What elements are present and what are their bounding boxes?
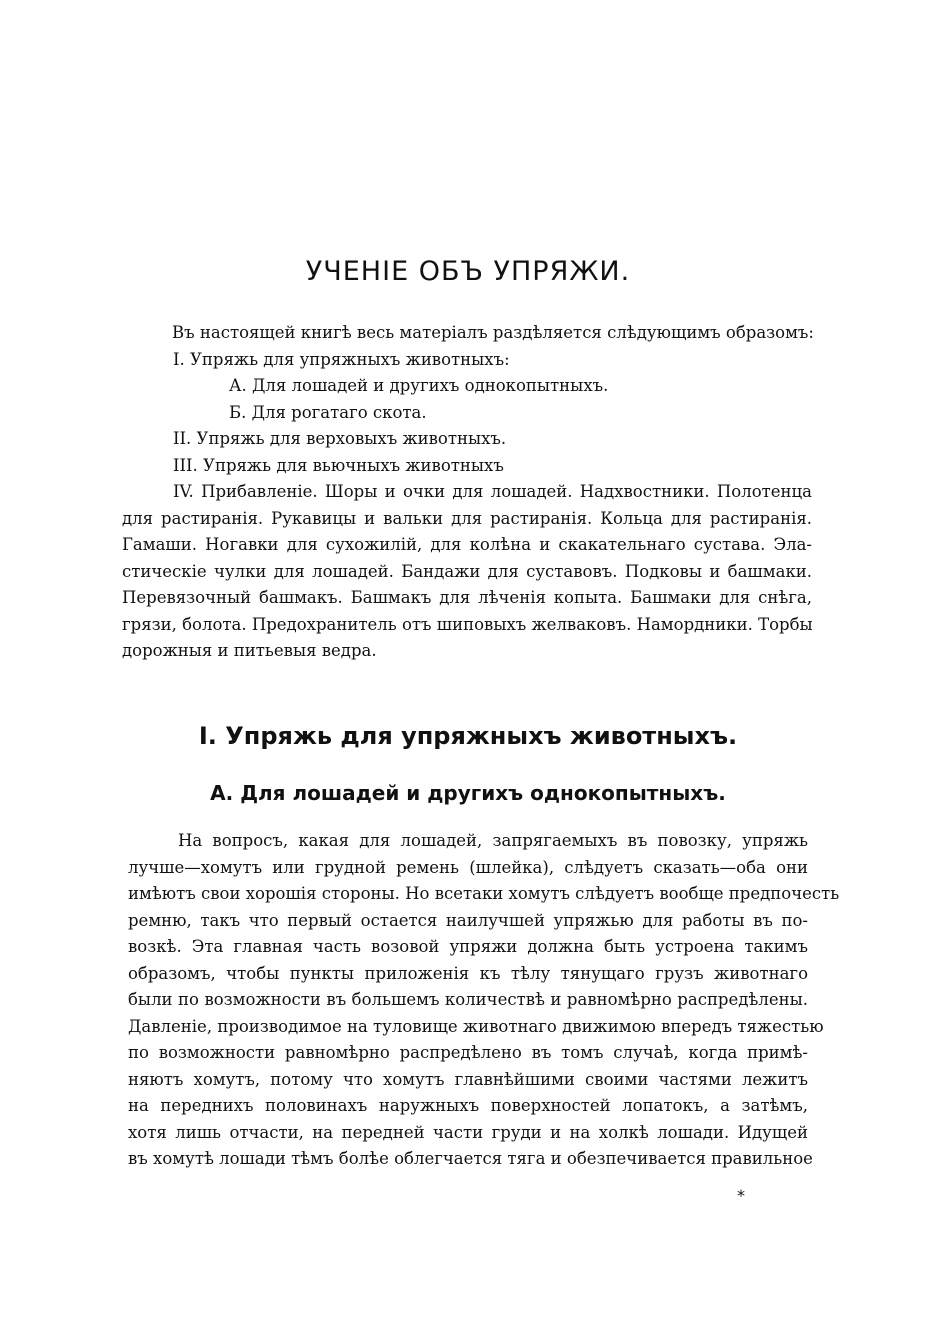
- signature-mark: *: [737, 1186, 745, 1205]
- toc-item-3: III. Упряжь для вьючныхъ животныхъ: [173, 455, 504, 475]
- body-line: на переднихъ половинахъ наружныхъ поверхностей лопатокъ, а затѣмъ,: [128, 1096, 808, 1115]
- body-line: были по возможности въ большемъ количествѣ и равномѣрно распредѣлены.: [128, 990, 808, 1009]
- toc-intro: Въ настоящей книгѣ весь матеріалъ раздѣляется слѣдующимъ образомъ:: [172, 323, 814, 342]
- toc-item-4-line: дорожныя и питьевыя ведра.: [122, 641, 377, 660]
- body-line: имѣютъ свои хорошія стороны. Но всетаки хомутъ слѣдуетъ вообще предпочесть: [128, 884, 840, 903]
- body-line: образомъ, чтобы пункты приложенія къ тѣлу тянущаго грузъ животнаго: [128, 963, 808, 983]
- toc-item-1b: Б. Для рогатаго скота.: [229, 402, 427, 422]
- body-line: возкѣ. Эта главная часть возовой упряжи должна быть устроена такимъ: [128, 937, 808, 956]
- toc-item-4-line: для растиранія. Рукавицы и вальки для растиранія. Кольца для растиранія.: [122, 508, 812, 528]
- toc-item-4-line: IV. Прибавленіе. Шоры и очки для лошадей. Надхвостники. Полотенца: [173, 482, 812, 501]
- body-line: Давленіе, производимое на туловище животнаго движимою впередъ тяжестью: [128, 1016, 824, 1036]
- body-line: по возможности равномѣрно распредѣлено въ томъ случаѣ, когда примѣ-: [128, 1043, 808, 1062]
- toc-item-1a: А. Для лошадей и другихъ однокопытныхъ.: [229, 376, 609, 395]
- toc-item-2: II. Упряжь для верховыхъ животныхъ.: [173, 429, 507, 448]
- table-of-contents: [122, 320, 812, 665]
- subsection-heading: А. Для лошадей и другихъ однокопытныхъ.: [210, 781, 726, 805]
- body-line: На вопросъ, какая для лошадей, запрягаемыхъ въ повозку, упряжь: [178, 831, 808, 850]
- body-paragraph: [128, 828, 840, 1173]
- toc-item-4-line: Перевязочный башмакъ. Башмакъ для лѣченія копыта. Башмаки для снѣга,: [122, 588, 812, 607]
- toc-item-4-line: грязи, болота. Предохранитель отъ шиповыхъ желваковъ. Намордники. Торбы: [122, 614, 813, 634]
- section-heading: I. Упряжь для упряжныхъ животныхъ.: [198, 722, 738, 750]
- toc-item-4-line: Гамаши. Ногавки для сухожилій, для колѣна и скакательнаго сустава. Эла-: [122, 535, 812, 554]
- body-line: хотя лишь отчасти, на передней части груди и на холкѣ лошади. Идущей: [128, 1122, 808, 1142]
- body-line: лучше—хомутъ или грудной ремень (шлейка), слѣдуетъ сказать—оба они: [128, 857, 808, 877]
- page-title: УЧЕНІЕ ОБЪ УПРЯЖИ.: [305, 256, 631, 287]
- toc-item-1: I. Упряжь для упряжныхъ животныхъ:: [173, 349, 510, 369]
- body-line: ремню, такъ что первый остается наилучшей упряжью для работы въ по-: [128, 910, 808, 930]
- toc-item-4-line: стическіе чулки для лошадей. Бандажи для суставовъ. Подковы и башмаки.: [122, 561, 812, 581]
- body-line: няютъ хомутъ, потому что хомутъ главнѣйшими своими частями лежитъ: [128, 1069, 808, 1089]
- body-line: въ хомутѣ лошади тѣмъ болѣе облегчается тяга и обезпечивается правильное: [128, 1149, 813, 1168]
